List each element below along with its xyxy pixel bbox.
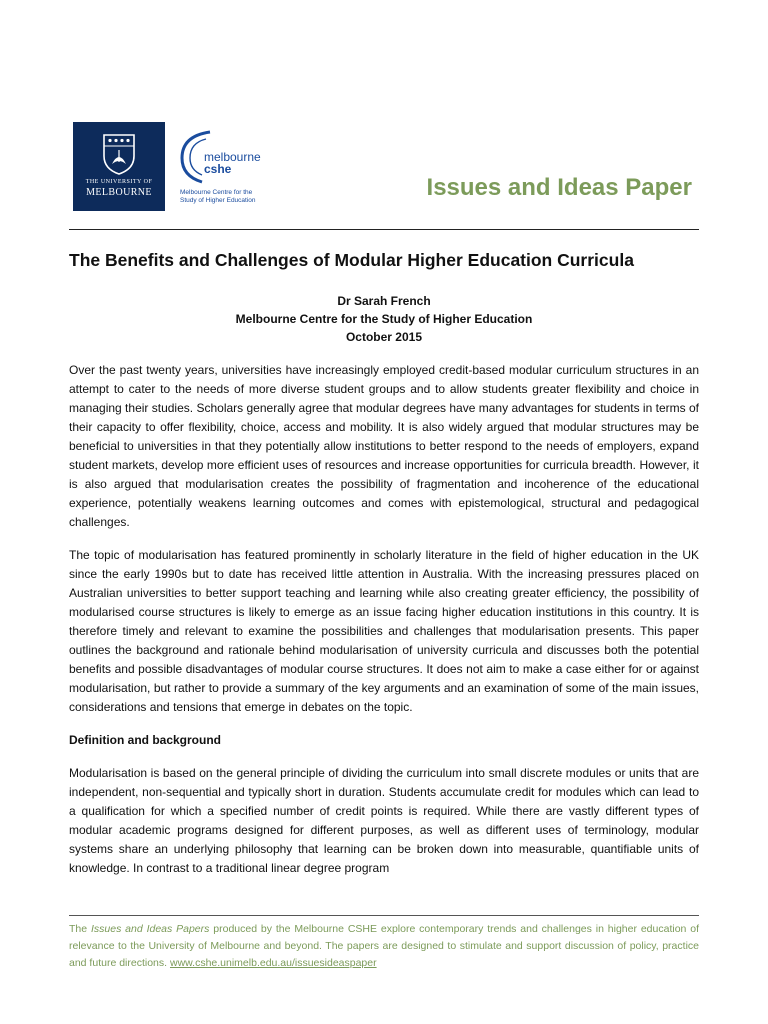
body-text bbox=[69, 361, 699, 892]
cshe-subtitle-line1: Melbourne Centre for the bbox=[180, 189, 253, 196]
logo-text-university-of: THE UNIVERSITY OF bbox=[85, 179, 153, 185]
cshe-name-melbourne: melbourne bbox=[204, 150, 261, 164]
paragraph: The topic of modularisation has featured prominently in scholarly literature in the field of higher education in the UK since the early 1990s but to date has received little attention in Australia. With the increasing pressures placed on Australian universities to better support teaching and learning while also creating greater efficiency, the possibility of modularised course structures is likely to emerge as an issue facing higher education institutions in this country. It is therefore timely and relevant to examine the possibilities and challenges that modularisation presents. This paper outlines the background and rationale behind modularisation of university curricula and discusses both the potential benefits and possible disadvantages of modular course structures. It does not aim to make a case either for or against modularisation, but rather to provide a summary of the key arguments and an examination of some of the main issues, considerations and tensions that emerge in debates on the topic. bbox=[69, 548, 699, 714]
melbourne-cshe-logo bbox=[176, 126, 276, 212]
footer-note bbox=[69, 921, 699, 972]
publication-date: October 2015 bbox=[345, 330, 423, 344]
document-title: The Benefits and Challenges of Modular Higher Education Curricula bbox=[69, 250, 634, 270]
series-title: Issues and Ideas Paper bbox=[426, 174, 692, 201]
paragraph: Modularisation is based on the general principle of dividing the curriculum into small discrete modules or units that are independent, non-sequential and typically short in duration. Students accumulate credit for modules which can lead to a qualification for which a specified number of credit points is required. While there are vastly different types of modular academic programs designed for different purposes, as well as different uses of terminology, modular systems share an underlying philosophy that learning can be broken down into measurable, quantifiable units of knowledge. In contrast to a traditional linear degree program bbox=[69, 766, 699, 875]
footer-divider bbox=[69, 915, 699, 916]
cshe-subtitle-line2: Study of Higher Education bbox=[180, 197, 256, 204]
footer-italic-series-name: Issues and Ideas Papers bbox=[90, 923, 210, 935]
header-divider bbox=[69, 229, 699, 230]
byline bbox=[69, 292, 699, 346]
footer-text-start: The bbox=[69, 923, 91, 935]
paragraph: Over the past twenty years, universities have increasingly employed credit-based modular curriculum structures in an attempt to cater to the needs of more diverse student groups and to allow students greater flexibility and choice in managing their studies. Scholars generally agree that modular degrees have many advantages for students in terms of their capacity to offer flexibility, choice, access and mobility. It is also widely argued that modular structures may be beneficial to universities in that they potentially allow institutions to better respond to the needs of employers, expand student markets, develop more efficient uses of resources and increase opportunities for curricula breadth. However, it is also argued that modularisation creates the possibility of fragmentation and incoherence of the educational experience, potentially weakens learning outcomes and comes with epistemological, structural and pedagogical challenges. bbox=[69, 363, 699, 529]
footer-text-end: produced by the Melbourne CSHE explore contemporary trends and challenges in higher education of relevance to the University of Melbourne and beyond. The papers are designed to stimulate and support discussion of policy, practice and future directions. bbox=[69, 923, 700, 969]
footer-link[interactable]: www.cshe.unimelb.edu.au/issuesideaspaper bbox=[169, 957, 377, 969]
author-name: Dr Sarah French bbox=[337, 294, 431, 308]
author-affiliation: Melbourne Centre for the Study of Higher Education bbox=[235, 312, 533, 326]
logo-text-melbourne: MELBOURNE bbox=[86, 187, 152, 198]
university-of-melbourne-logo bbox=[73, 122, 165, 211]
cshe-name-cshe: cshe bbox=[204, 162, 232, 176]
section-heading: Definition and background bbox=[69, 733, 221, 747]
crest-icon bbox=[101, 132, 137, 176]
